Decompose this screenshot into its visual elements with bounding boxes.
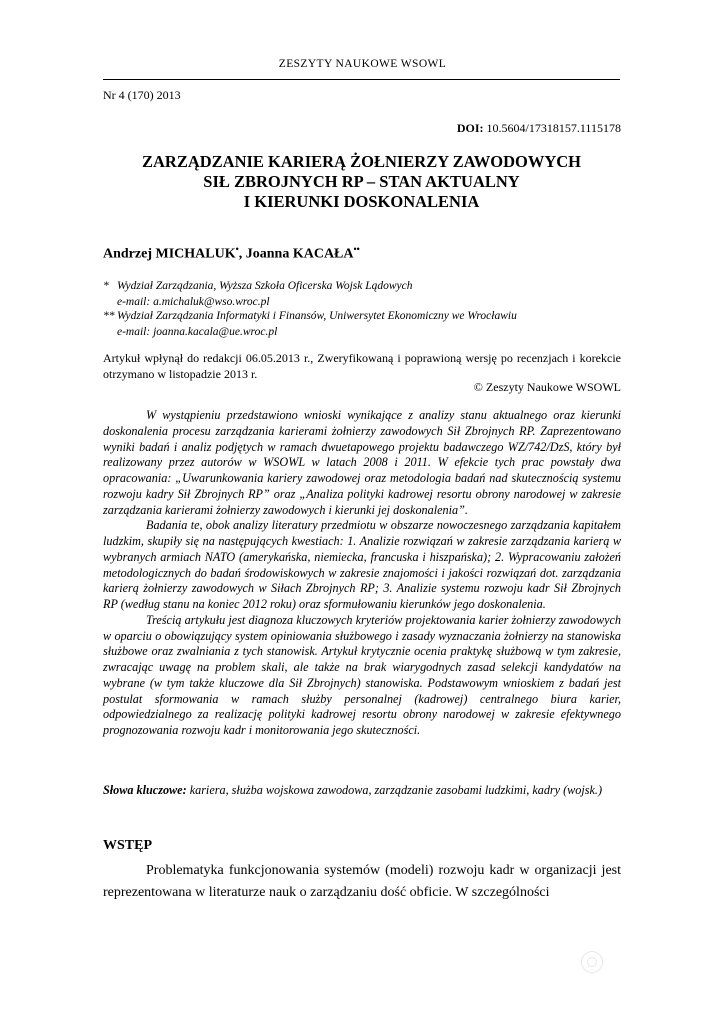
author-separator: , (238, 246, 246, 262)
affiliation (103, 279, 413, 310)
author-name: Andrzej MICHALUK (103, 246, 236, 262)
doi-line (457, 121, 621, 136)
abstract (103, 408, 621, 739)
author-footnote-mark: •• (353, 244, 360, 254)
doi-value: 10.5604/17318157.1115178 (486, 121, 621, 135)
issue-number: Nr 4 (170) 2013 (103, 88, 181, 102)
abstract-paragraph: W wystąpieniu przedstawiono wnioski wynikające z analizy stanu aktualnego oraz kierunki doskonalenia procesu zarządzania karierami żołnierzy zawodowych Sił Zbrojnych RP. Zaprezentowano wyniki badań i analiz podjętych w ramach dwuetapowego projektu badawczego WZ/742/DzS, który był realizowany przez autorów w WSOWL w latach 2008 i 2011. W efekcie tych prac powstały dwa opracowania: „Uwarunkowania kariery zawodowej oraz metodologia badań nad skutecznością systemu rozwoju kadry Sił Zbrojnych RP” oraz „Analiza polityki kadrowej resortu obrony narodowej w zakresie zarządzania karierami żołnierzy zawodowych i kierunki jej doskonalenia”. (103, 408, 621, 517)
title-line: I KIERUNKI DOSKONALENIA (243, 192, 480, 211)
received-note: Artykuł wpłynął do redakcji 06.05.2013 r., Zweryfikowaną i poprawioną wersję po recenzjach i korekcie otrzymano w listopadzie 2013 r. (103, 351, 621, 381)
affiliation-mark: ** (103, 310, 115, 322)
keywords-text: kariera, służba wojskowa zawodowa, zarządzanie zasobami ludzkimi, kadry (wojsk.) (186, 783, 603, 797)
keywords-label: Słowa kluczowe: (103, 783, 187, 797)
header-rule (103, 79, 620, 80)
watermark-icon (581, 951, 603, 973)
keywords (103, 783, 621, 799)
author-footnote-mark: • (235, 244, 239, 254)
copyright-note: © Zeszyty Naukowe WSOWL (473, 380, 621, 394)
author-list (103, 244, 360, 263)
affiliation-institution: Wydział Zarządzania, Wyższa Szkoła Oficerska Wojsk Lądowych (117, 280, 413, 292)
title-line: ZARZĄDZANIE KARIERĄ ŻOŁNIERZY ZAWODOWYCH (142, 152, 581, 171)
abstract-paragraph: Badania te, obok analizy literatury przedmiotu w obszarze nowoczesnego zarządzania kapitałem ludzkim, skupiły się na następujących kwestiach: 1. Analizie rozwiązań w zakresie zarządzania karierą w wybranych armiach NATO (amerykańska, niemiecka, francuska i hiszpańska); 2. Wypracowaniu założeń metodologicznych do badań środowiskowych w zakresie znajomości i jakości rozwiązań dot. zarządzania karierą żołnierzy zawodowych w Siłach Zbrojnych RP; 3. Analizie systemu rozwoju kadr Sił Zbrojnych RP (według stanu na koniec 2012 roku) oraz sformułowaniu kierunków jego doskonalenia. (103, 518, 621, 611)
section-heading: WSTĘP (103, 838, 153, 853)
title-line: SIŁ ZBROJNYCH RP – STAN AKTUALNY (203, 172, 520, 191)
affiliation-email: e-mail: a.michaluk@wso.wroc.pl (117, 295, 270, 308)
abstract-paragraph: Treścią artykułu jest diagnoza kluczowych kryteriów projektowania karier żołnierzy zawodowych w oparciu o obowiązujący system opiniowania służbowego i zasady wyznaczania żołnierzy na stanowiska służbowe oraz zwalniania z tych stanowisk. Artykuł krytycznie ocenia praktykę służbową w tym zakresie, zwracając uwagę na problem skali, ale także na brak wiarygodnych zasad selekcji kandydatów na wybrane (w tym także kluczowe dla Sił Zbrojnych) stanowiska. Podstawowym wnioskiem z badań jest postulat sformowania w ramach służby personalnej (kadrowej) centralnego biura karier, odpowiedzialnego za realizację polityki kadrowej resortu obrony narodowej w zakresie efektywnego prognozowania rozwoju kadr i monitorowania jego skuteczności. (103, 612, 621, 737)
affiliation-email: e-mail: joanna.kacala@ue.wroc.pl (117, 325, 278, 338)
article-title (103, 152, 620, 212)
author-name: Joanna KACAŁA (245, 246, 354, 262)
affiliation-mark: * (103, 280, 109, 292)
running-header: ZESZYTY NAUKOWE WSOWL (278, 58, 447, 70)
affiliation-institution: Wydział Zarządzania Informatyki i Finansów, Uniwersytet Ekonomiczny we Wrocławiu (117, 310, 517, 322)
body-paragraph: Problematyka funkcjonowania systemów (modeli) rozwoju kadr w organizacji jest reprezentowana w literaturze nauk o zarządzaniu dość obficie. W szczególności (103, 863, 621, 900)
doi-label: DOI: (456, 121, 484, 135)
affiliation (103, 309, 517, 340)
